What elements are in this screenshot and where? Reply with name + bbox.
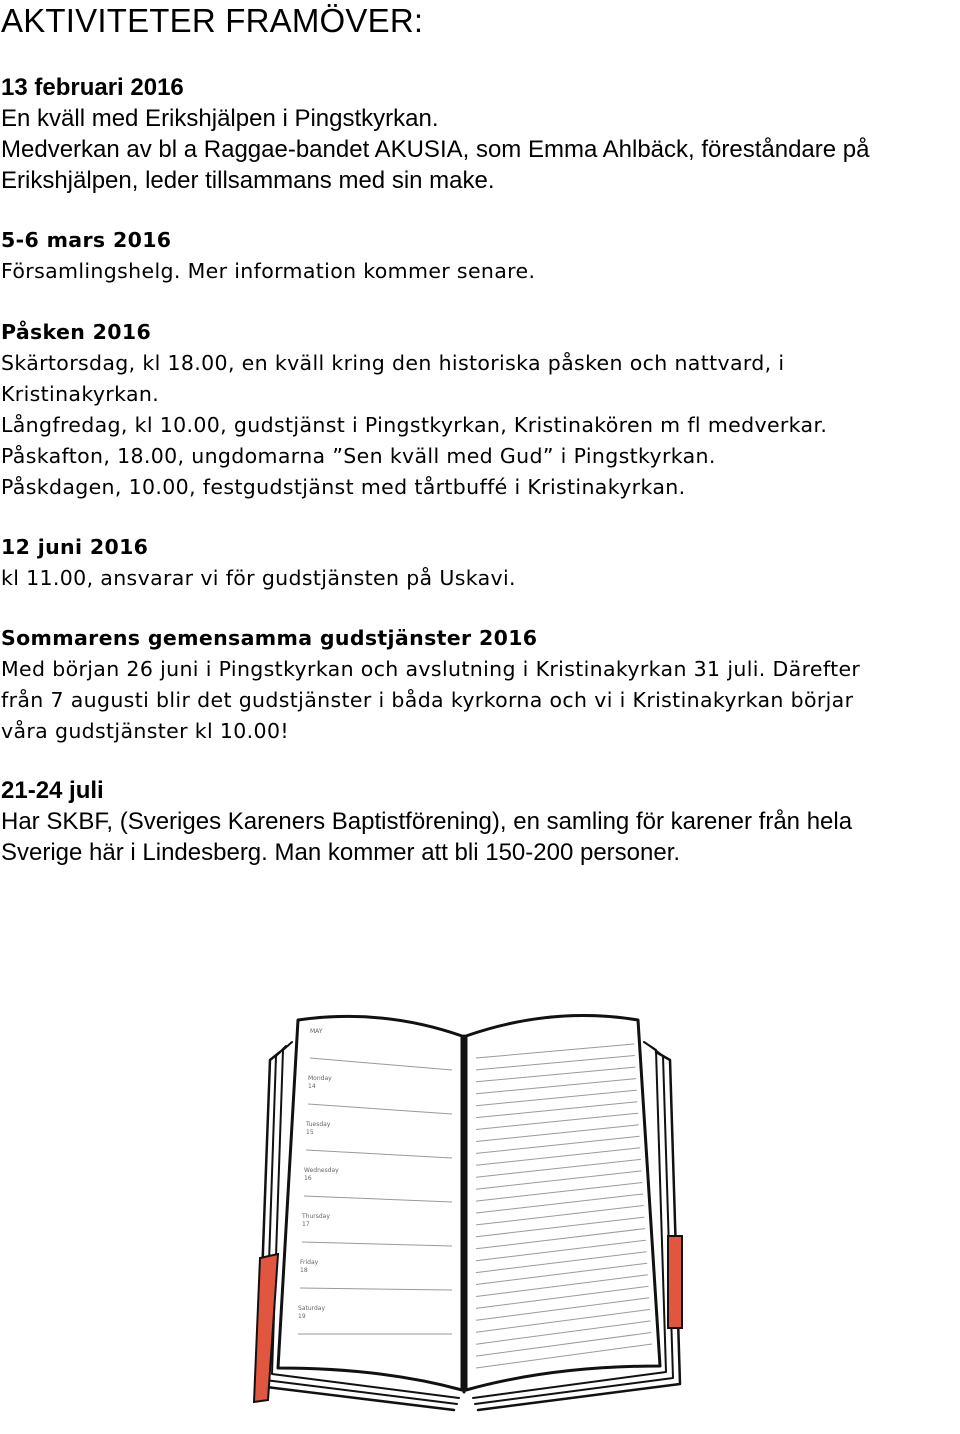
event-forsamlingshelg [1, 225, 960, 287]
event-heading: Påsken 2016 [1, 320, 152, 344]
event-line: från 7 augusti blir det gudstjänster i båda kyrkorna och vi i Kristinakyrkan börjar [1, 688, 854, 712]
event-pasken [1, 317, 960, 503]
event-heading: 5-6 mars 2016 [1, 228, 172, 252]
event-line: Påskdagen, 10.00, festgudstjänst med tårtbuffé i Kristinakyrkan. [1, 475, 686, 499]
elastic-band [668, 1236, 682, 1328]
event-heading: 12 juni 2016 [1, 535, 149, 559]
event-line: Har SKBF, (Sveriges Kareners Baptistförening), en samling för karener från hela [1, 808, 853, 835]
open-planner-illustration [252, 1000, 712, 1420]
event-line: Erikshjälpen, leder tillsammans med sin make. [1, 167, 495, 194]
event-line: Sverige här i Lindesberg. Man kommer att bli 150-200 personer. [1, 839, 681, 866]
event-uskavi [1, 532, 960, 594]
planner-weekday: Monday [308, 1075, 332, 1082]
event-heading: 21-24 juli [1, 777, 104, 804]
planner-date: 18 [300, 1267, 308, 1274]
planner-weekday: Tuesday [306, 1121, 331, 1128]
planner-weekday: Saturday [298, 1305, 326, 1312]
planner-date: 19 [298, 1313, 306, 1320]
planner-weekday: Friday [300, 1259, 319, 1266]
planner-date: 16 [304, 1175, 312, 1182]
planner-date: 14 [308, 1083, 316, 1090]
planner-month: MAY [310, 1028, 323, 1035]
event-line: Medverkan av bl a Raggae-bandet AKUSIA, som Emma Ahlbäck, föreståndare på [1, 136, 870, 163]
planner-weekday: Wednesday [304, 1167, 339, 1174]
event-erikshjalpen [1, 72, 960, 196]
event-line: Påskafton, 18.00, ungdomarna ”Sen kväll med Gud” i Pingstkyrkan. [1, 444, 716, 468]
planner-weekday: Thursday [302, 1213, 330, 1220]
event-heading: Sommarens gemensamma gudstjänster 2016 [1, 626, 538, 650]
planner-date: 15 [306, 1129, 314, 1136]
event-skbf [1, 775, 960, 868]
event-line: Kristinakyrkan. [1, 382, 160, 406]
event-line: En kväll med Erikshjälpen i Pingstkyrkan. [1, 105, 439, 132]
event-line: kl 11.00, ansvarar vi för gudstjänsten på Uskavi. [1, 566, 516, 590]
event-line: Långfredag, kl 10.00, gudstjänst i Pingstkyrkan, Kristinakören m fl medverkar. [1, 413, 828, 437]
event-line: våra gudstjänster kl 10.00! [1, 719, 289, 743]
event-heading: 13 februari 2016 [1, 74, 184, 101]
event-line: Med början 26 juni i Pingstkyrkan och avslutning i Kristinakyrkan 31 juli. Därefter [1, 657, 861, 681]
event-sommarens-gudstjanster [1, 623, 960, 747]
event-line: Församlingshelg. Mer information kommer senare. [1, 259, 536, 283]
page-title: AKTIVITETER FRAMÖVER: [1, 2, 424, 39]
planner-date: 17 [302, 1221, 310, 1228]
event-line: Skärtorsdag, kl 18.00, en kväll kring den historiska påsken och nattvard, i [1, 351, 785, 375]
